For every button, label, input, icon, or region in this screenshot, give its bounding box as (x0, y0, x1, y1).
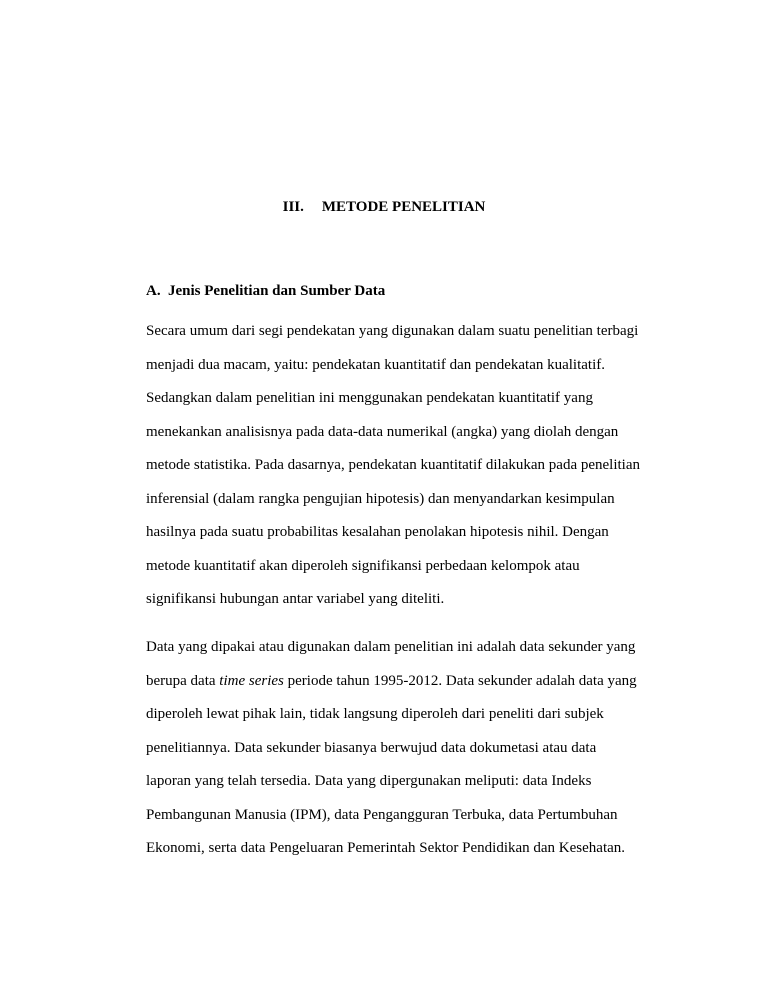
paragraph-line: signifikansi hubungan antar variabel yang diteliti. (146, 591, 445, 607)
section-letter: A. (146, 283, 161, 299)
chapter-number: III. (282, 199, 304, 215)
chapter-title-text: METODE PENELITIAN (321, 199, 486, 215)
section-title-text: Jenis Penelitian dan Sumber Data (168, 283, 386, 299)
paragraph-line: diperoleh lewat pihak lain, tidak langsung diperoleh dari peneliti dari subjek (146, 706, 604, 722)
italic-term: time series (219, 672, 284, 689)
line-text-before: berupa data (146, 672, 220, 689)
paragraph-line: Secara umum dari segi pendekatan yang digunakan dalam suatu penelitian terbagi (146, 323, 639, 339)
paragraph-2 (146, 637, 686, 872)
paragraph-line-mixed (146, 671, 686, 705)
chapter-title (0, 197, 768, 217)
paragraph-line: penelitiannya. Data sekunder biasanya berwujud data dokumetasi atau data (146, 739, 597, 756)
paragraph-line: Sedangkan dalam penelitian ini menggunakan pendekatan kuantitatif yang (146, 390, 593, 406)
paragraph-line: metode statistika. Pada dasarnya, pendekatan kuantitatif dilakukan pada penelitian (146, 457, 640, 473)
paragraph-line: laporan yang telah tersedia. Data yang dipergunakan meliputi: data Indeks (146, 773, 592, 789)
paragraph-line: Ekonomi, serta data Pengeluaran Pemerintah Sektor Pendidikan dan Kesehatan. (146, 840, 626, 856)
paragraph-line: Pembangunan Manusia (IPM), data Pengangguran Terbuka, data Pertumbuhan (146, 806, 618, 823)
paragraph-line: menjadi dua macam, yaitu: pendekatan kuantitatif dan pendekatan kualitatif. (146, 356, 605, 373)
paragraph-line: Data yang dipakai atau digunakan dalam penelitian ini adalah data sekunder yang (146, 639, 636, 655)
paragraph-line: inferensial (dalam rangka pengujian hipotesis) dan menyandarkan kesimpulan (146, 490, 615, 507)
line-text-after: periode tahun 1995-2012. Data sekunder adalah data yang (283, 672, 637, 689)
paragraph-1 (146, 321, 686, 623)
paragraph-line: hasilnya pada suatu probabilitas kesalahan penolakan hipotesis nihil. Dengan (146, 524, 609, 540)
paragraph-line: metode kuantitatif akan diperoleh signifikansi perbedaan kelompok atau (146, 557, 580, 574)
section-heading (146, 281, 385, 301)
paragraph-line: menekankan analisisnya pada data-data numerikal (angka) yang diolah dengan (146, 423, 619, 440)
